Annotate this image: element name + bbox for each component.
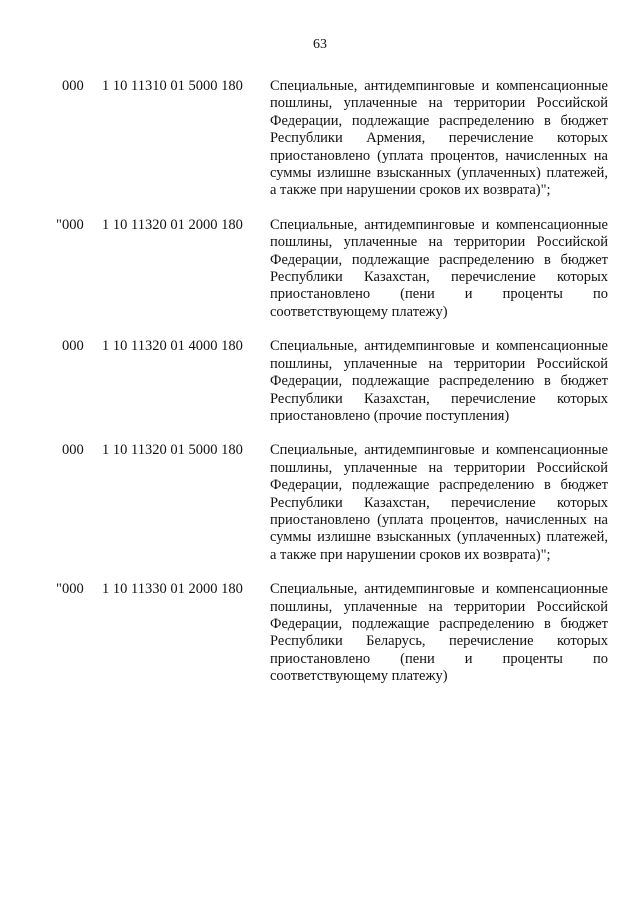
page-number: 63 xyxy=(313,37,327,52)
code-description: Специальные, антидемпинговые и компенсационные пошлины, уплаченные на территории Российской Федерации, подлежащие распределению в бюджет Республики Беларусь, перечисление которых приостановлено (пени и проценты по соответствующему платежу) xyxy=(270,581,608,685)
table-row xyxy=(62,442,608,564)
code-cell xyxy=(62,338,270,425)
code-cell xyxy=(62,442,270,564)
kbk-code: 1 10 11320 01 4000 180 xyxy=(102,338,243,355)
table-row xyxy=(56,216,608,321)
code-description: Специальные, антидемпинговые и компенсационные пошлины, уплаченные на территории Российской Федерации, подлежащие распределению в бюджет Республики Армения, перечисление которых приостановлено (уплата процентов, начисленных на суммы излишне взысканных (уплаченных) платежей, а также при нарушении сроков их возврата)"; xyxy=(270,78,608,199)
code-description: Специальные, антидемпинговые и компенсационные пошлины, уплаченные на территории Российской Федерации, подлежащие распределению в бюджет Республики Казахстан, перечисление которых приостановлено (прочие поступления) xyxy=(270,338,608,424)
kbk-code: 1 10 11330 01 2000 180 xyxy=(102,581,243,598)
kbk-code: 1 10 11310 01 5000 180 xyxy=(102,78,243,94)
table-row xyxy=(62,338,608,425)
code-cell xyxy=(56,216,270,321)
admin-code: 000 xyxy=(62,216,84,233)
code-cell xyxy=(56,581,270,685)
table-row xyxy=(62,78,608,200)
kbk-code: 1 10 11320 01 2000 180 xyxy=(102,216,243,233)
admin-code: 000 xyxy=(62,338,84,355)
kbk-code: 1 10 11320 01 5000 180 xyxy=(102,442,243,459)
code-cell xyxy=(62,78,270,200)
opening-quote: " xyxy=(56,216,62,233)
admin-code: 000 xyxy=(62,442,84,459)
table-row xyxy=(56,581,608,685)
budget-codes-table xyxy=(56,78,608,703)
admin-code: 000 xyxy=(62,78,84,94)
code-description: Специальные, антидемпинговые и компенсационные пошлины, уплаченные на территории Российской Федерации, подлежащие распределению в бюджет Республики Казахстан, перечисление которых приостановлено (пени и проценты по соответствующему платежу) xyxy=(270,216,608,320)
opening-quote: " xyxy=(56,581,62,598)
code-description: Специальные, антидемпинговые и компенсационные пошлины, уплаченные на территории Российской Федерации, подлежащие распределению в бюджет Республики Казахстан, перечисление которых приостановлено (уплата процентов, начисленных на суммы излишне взысканных (уплаченных) платежей, а также при нарушении сроков их возврата)"; xyxy=(270,442,608,563)
admin-code: 000 xyxy=(62,581,84,598)
